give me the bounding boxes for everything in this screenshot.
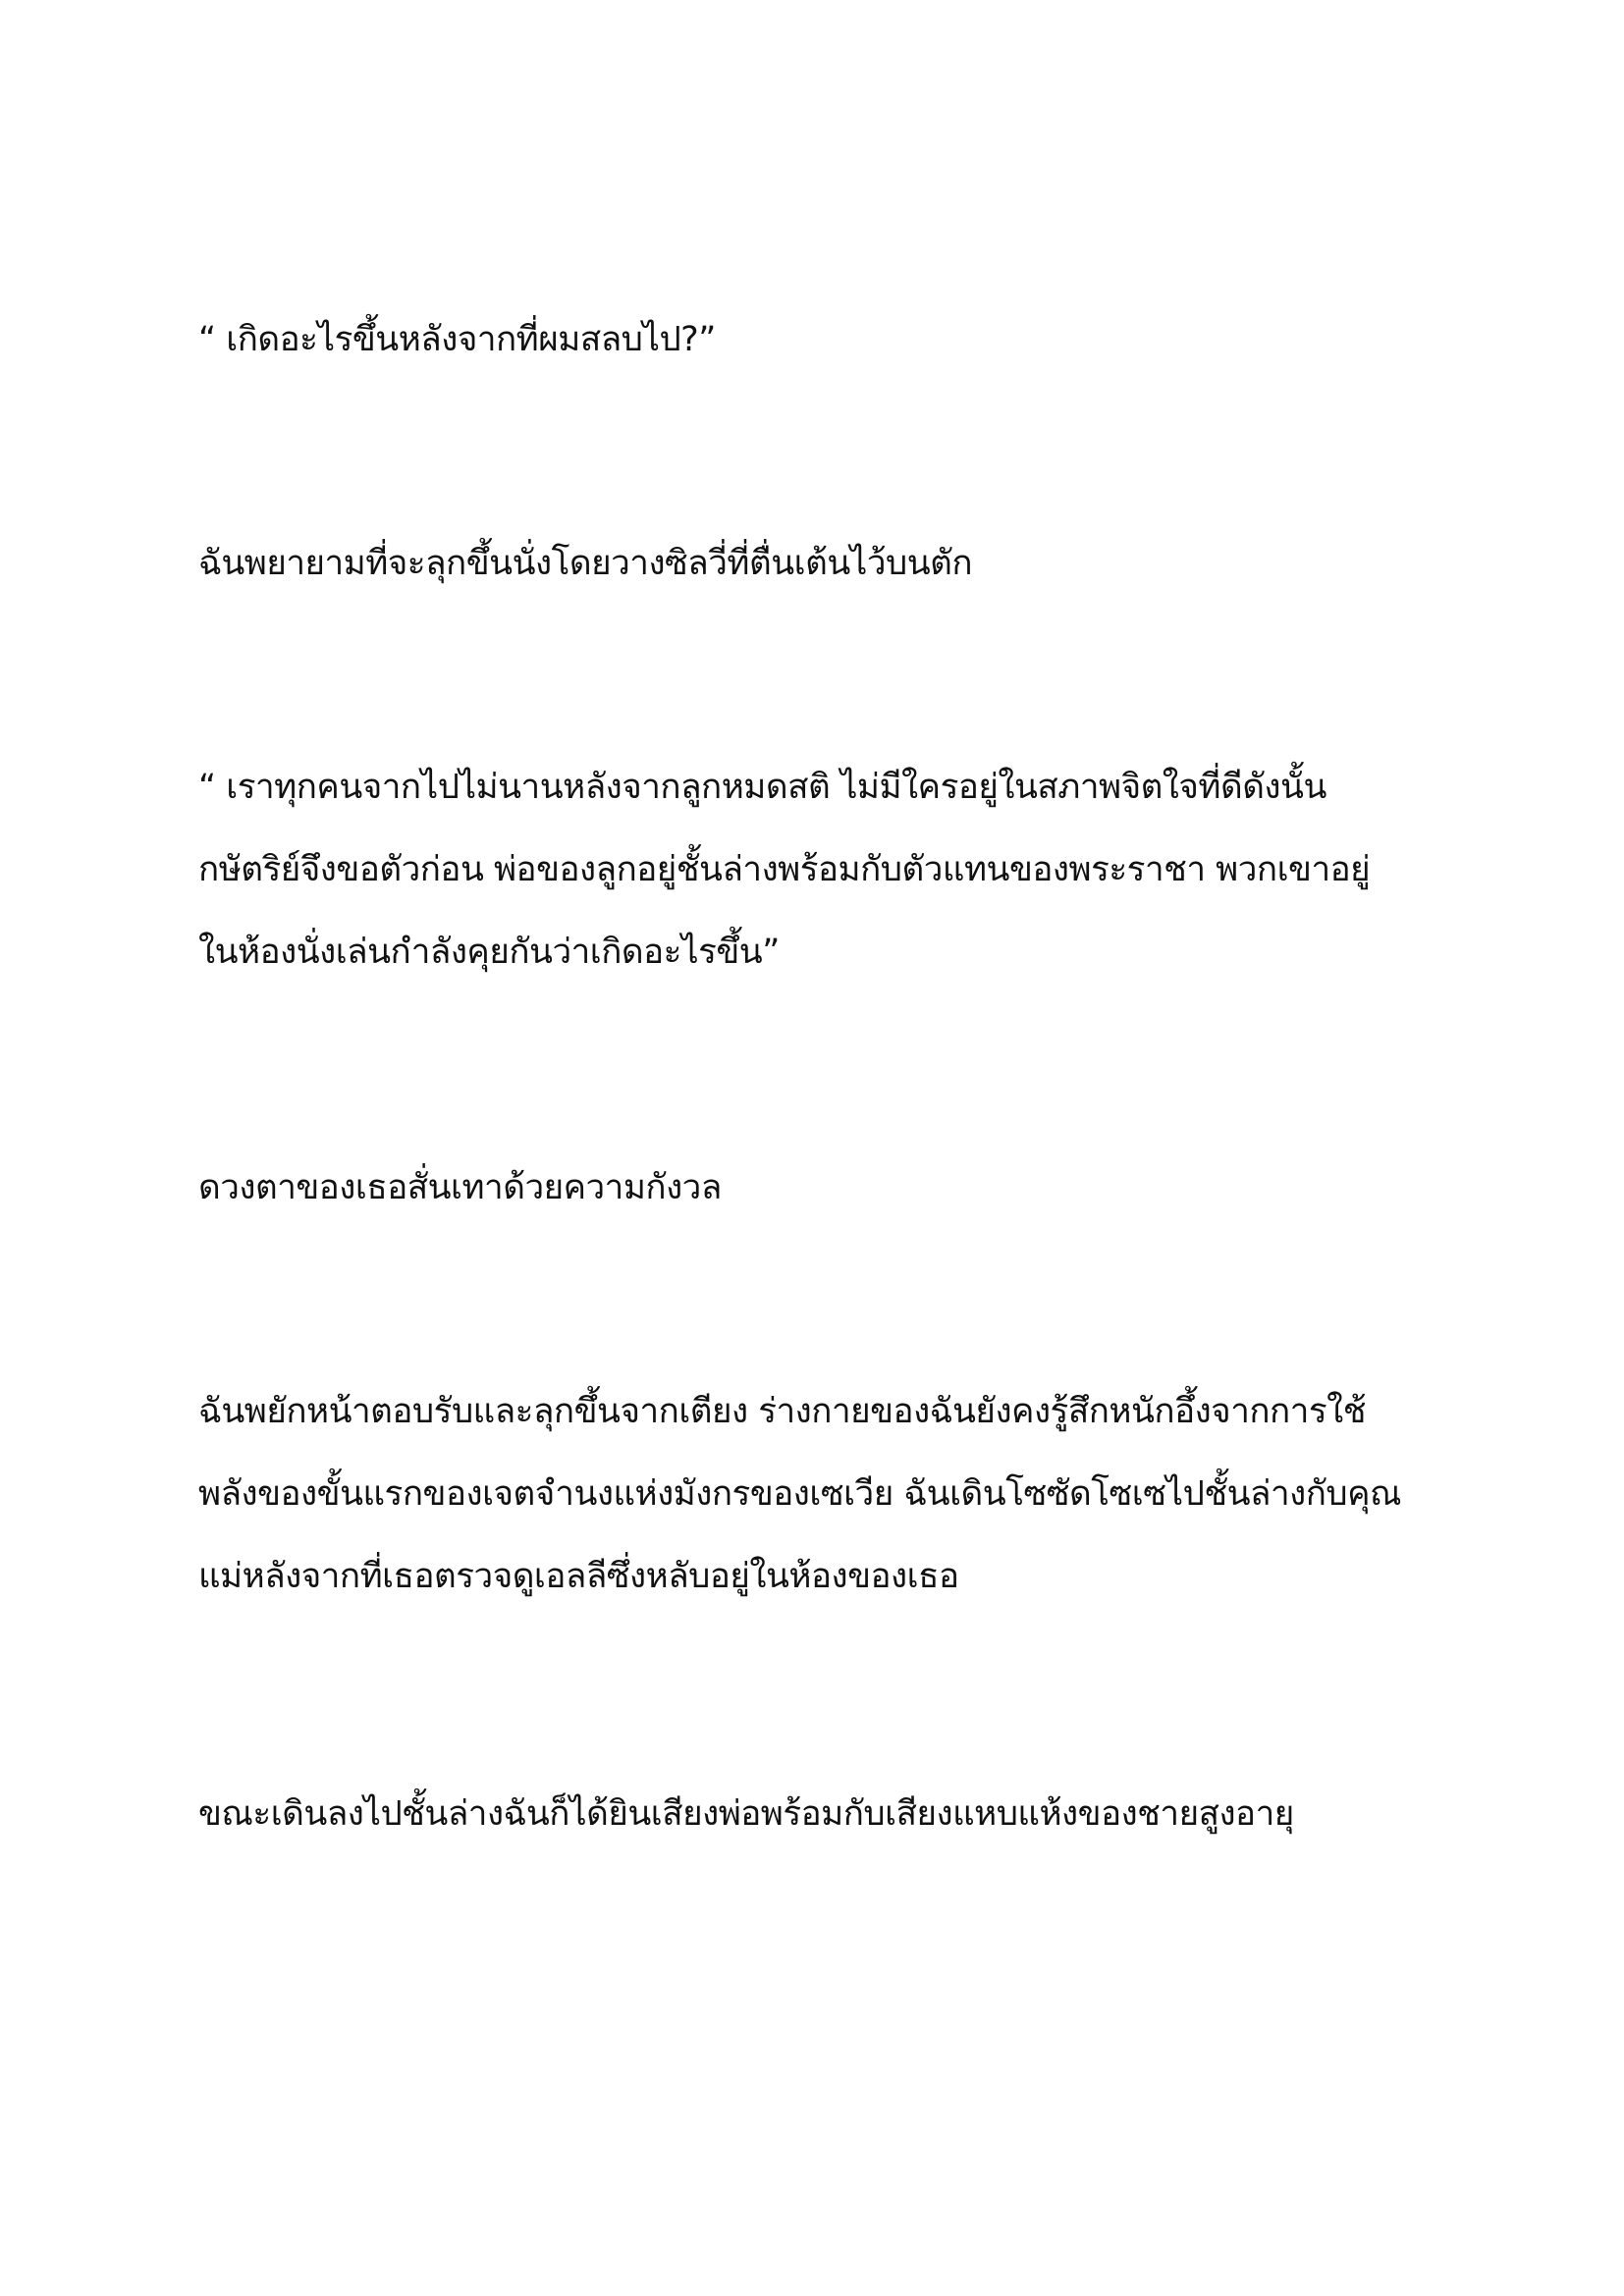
text-line: ฉันพยักหน้าตอบรับและลุกขึ้นจากเตียง ร่างกายของฉันยังคงรู้สึกหนักอึ้งจากการใช้ (198, 1392, 1367, 1431)
text-line: กษัตริย์จึงขอตัวก่อน พ่อของลูกอยู่ชั้นล่างพร้อมกับตัวแทนของพระราชา พวกเขาอยู่ (198, 850, 1371, 889)
text-line: ขณะเดินลงไปชั้นล่างฉันก็ได้ยินเสียงพ่อพร้อมกับเสียงแหบแห้งของชายสูงอายุ (198, 1794, 1294, 1834)
text-line: ดวงตาของเธอสั่นเทาด้วยความกังวล (198, 1168, 722, 1207)
text-line: “ เกิดอะไรขึ้นหลังจากที่ผมสลบไป?” (198, 320, 716, 359)
text-line: พลังของขั้นแรกของเจตจำนงแห่งมังกรของเซเวีย ฉันเดินโซซัดโซเซไปชั้นล่างกับคุณ (198, 1474, 1402, 1514)
text-line: ในห้องนั่งเล่นกำลังคุยกันว่าเกิดอะไรขึ้น” (198, 933, 780, 972)
paragraph-narration-going-downstairs (198, 1773, 1435, 1855)
paragraph-narration-worried-eyes (198, 1147, 1435, 1229)
text-line: แม่หลังจากที่เธอตรวจดูเอลลีซึ่งหลับอยู่ในห้องของเธอ (198, 1557, 959, 1596)
paragraph-narration-sitting-up (198, 522, 1435, 605)
paragraph-dialogue-question (198, 298, 1435, 381)
paragraph-dialogue-explanation (198, 746, 1435, 993)
text-line: ฉันพยายามที่จะลุกขึ้นนั่งโดยวางซิลวี่ที่ตื่นเต้นไว้บนตัก (198, 544, 973, 583)
text-line: “ เราทุกคนจากไปไม่นานหลังจากลูกหมดสติ ไม่มีใครอยู่ในสภาพจิตใจที่ดีดังนั้น (198, 768, 1326, 807)
paragraph-narration-getting-up (198, 1370, 1435, 1618)
